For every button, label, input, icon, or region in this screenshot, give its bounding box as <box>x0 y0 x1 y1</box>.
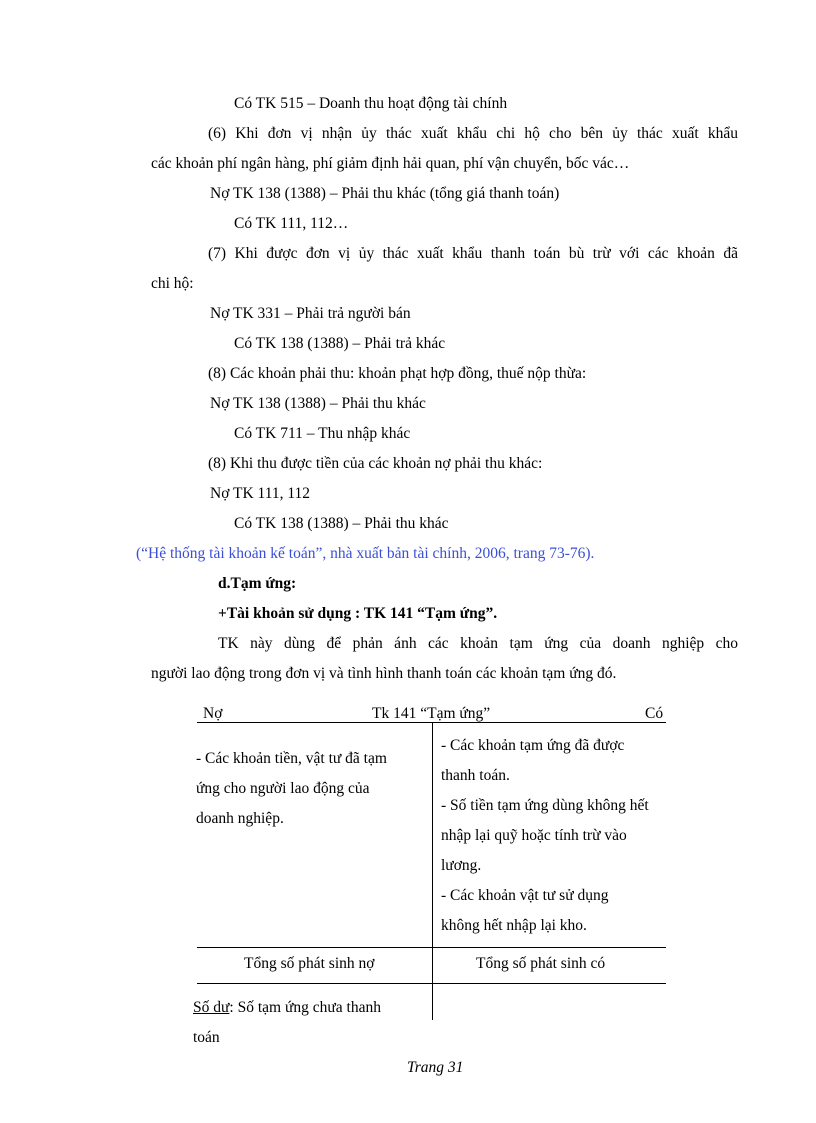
credit-line: - Các khoản vật tư sử dụng <box>441 887 609 904</box>
debit-line: ứng cho người lao động của <box>196 780 370 797</box>
credit-label: Có <box>645 705 664 722</box>
entry-co-515: Có TK 515 – Doanh thu hoạt động tài chính <box>234 95 508 112</box>
credit-line: - Số tiền tạm ứng dùng không hết <box>441 797 649 814</box>
balance-line-1 <box>193 998 381 1018</box>
debit-total: Tổng số phát sinh nợ <box>244 955 375 972</box>
debit-line: doanh nghiệp. <box>196 810 284 827</box>
description-line-1: TK này dùng để phản ánh các khoản tạm ứng của doanh nghiệp cho <box>218 635 738 652</box>
debit-line: - Các khoản tiền, vật tư đã tạm <box>196 750 387 767</box>
entry-co-138-thu: Có TK 138 (1388) – Phải thu khác <box>234 515 449 532</box>
paragraph-7-line-1: (7) Khi được đơn vị ủy thác xuất khẩu thanh toán bù trừ với các khoản đã <box>208 245 738 262</box>
paragraph-8b: (8) Khi thu được tiền của các khoản nợ phải thu khác: <box>208 455 543 472</box>
t-account-totals-bottom-rule <box>197 983 666 984</box>
balance-label: Số dư <box>193 999 230 1016</box>
entry-co-111-112: Có TK 111, 112… <box>234 215 349 232</box>
credit-line: lương. <box>441 857 482 874</box>
credit-line: thanh toán. <box>441 767 510 784</box>
page-number: Trang 31 <box>407 1059 464 1076</box>
t-account-totals-top-rule <box>197 947 666 948</box>
account-heading: +Tài khoản sử dụng : TK 141 “Tạm ứng”. <box>218 605 498 622</box>
entry-no-111-112: Nợ TK 111, 112 <box>210 485 311 502</box>
balance-text: : Số tạm ứng chưa thanh <box>229 999 381 1016</box>
balance-line-2: toán <box>193 1029 220 1046</box>
source-citation: (“Hệ thống tài khoản kế toán”, nhà xuất bản tài chính, 2006, trang 73-76). <box>136 545 595 562</box>
credit-line: không hết nhập lại kho. <box>441 917 587 934</box>
entry-no-138-thu: Nợ TK 138 (1388) – Phải thu khác <box>210 395 426 412</box>
credit-column <box>441 731 666 941</box>
entry-no-138-total: Nợ TK 138 (1388) – Phải thu khác (tổng giá thanh toán) <box>210 185 560 202</box>
paragraph-6-line-1: (6) Khi đơn vị nhận ủy thác xuất khẩu chi hộ cho bên ủy thác xuất khẩu <box>208 125 738 142</box>
credit-total: Tổng số phát sinh có <box>476 955 606 972</box>
entry-co-138-tra: Có TK 138 (1388) – Phải trả khác <box>234 335 446 352</box>
account-title: Tk 141 “Tạm ứng” <box>372 705 491 722</box>
t-account-vertical-rule <box>432 722 433 1020</box>
debit-label: Nợ <box>203 705 223 722</box>
credit-line: nhập lại quỹ hoặc tính trừ vào <box>441 827 627 844</box>
credit-line: - Các khoản tạm ứng đã được <box>441 737 625 754</box>
paragraph-7-line-2: chi hộ: <box>151 275 194 292</box>
section-heading-d: d.Tạm ứng: <box>218 575 297 592</box>
debit-column <box>196 744 426 834</box>
paragraph-8a: (8) Các khoản phải thu: khoản phạt hợp đồng, thuế nộp thừa: <box>208 365 587 382</box>
entry-co-711: Có TK 711 – Thu nhập khác <box>234 425 411 442</box>
paragraph-6-line-2: các khoản phí ngân hàng, phí giảm định hải quan, phí vận chuyển, bốc vác… <box>151 155 630 172</box>
entry-no-331: Nợ TK 331 – Phải trả người bán <box>210 305 411 322</box>
description-line-2: người lao động trong đơn vị và tình hình thanh toán các khoản tạm ứng đó. <box>151 665 617 682</box>
